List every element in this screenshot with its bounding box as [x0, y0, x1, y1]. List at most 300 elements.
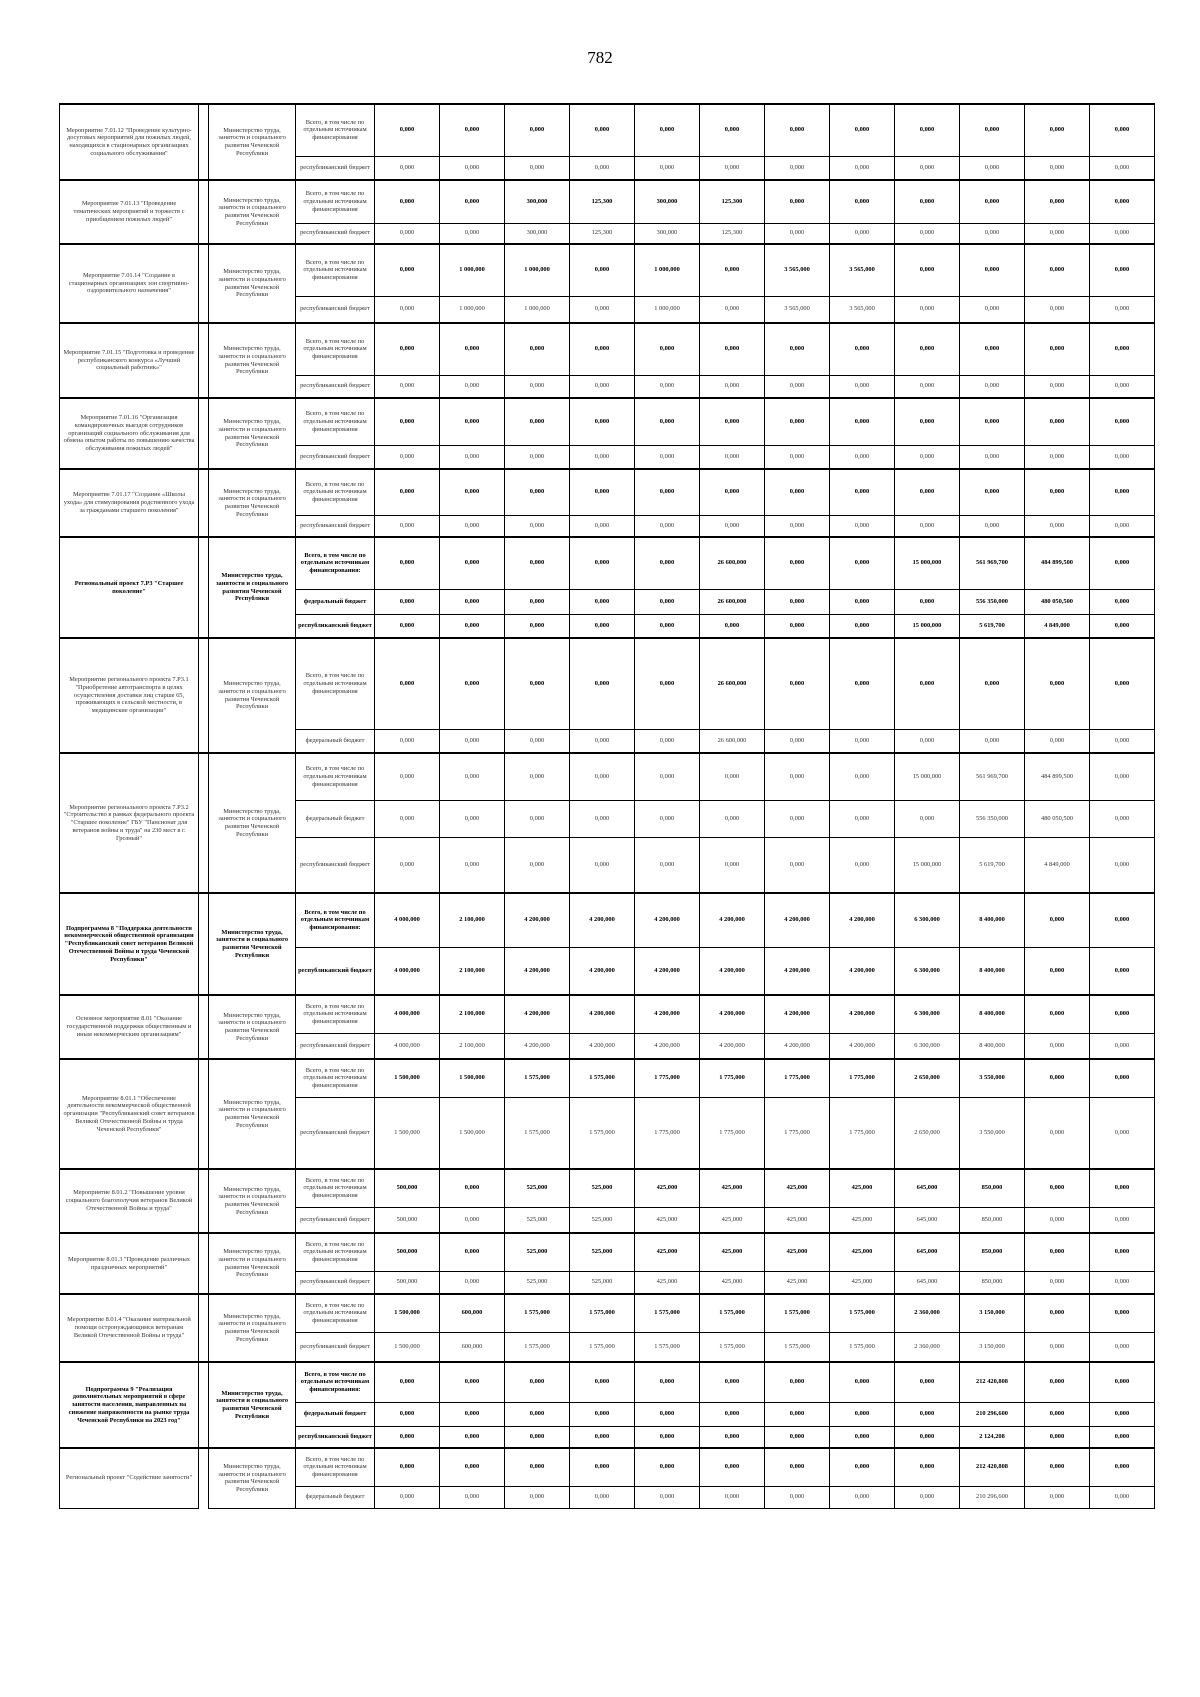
- amount-cell: 0,000: [830, 156, 895, 180]
- amount-cell: 3 550,000: [960, 1097, 1025, 1169]
- amount-cell: 2 650,000: [895, 1097, 960, 1169]
- amount-cell: 0,000: [830, 837, 895, 893]
- amount-cell: 0,000: [830, 1402, 895, 1426]
- amount-cell: 425,000: [830, 1207, 895, 1233]
- amount-cell: 3 565,000: [830, 296, 895, 323]
- table-row: [60, 104, 1155, 156]
- amount-cell: 0,000: [505, 445, 570, 469]
- amount-cell: 0,000: [635, 104, 700, 156]
- funding-source-cell: Всего, в том числе по отдельным источникам финансирования: [296, 995, 375, 1033]
- spacer-cell: [199, 180, 209, 244]
- amount-cell: 0,000: [375, 515, 440, 537]
- amount-cell: 850,000: [960, 1207, 1025, 1233]
- amount-cell: 0,000: [570, 296, 635, 323]
- funding-source-cell: республиканский бюджет: [296, 296, 375, 323]
- amount-cell: 0,000: [1025, 1271, 1090, 1294]
- amount-cell: 0,000: [700, 800, 765, 837]
- amount-cell: 0,000: [1090, 1097, 1155, 1169]
- amount-cell: 0,000: [830, 180, 895, 223]
- amount-cell: 4 200,000: [765, 947, 830, 995]
- amount-cell: 4 200,000: [700, 995, 765, 1033]
- responsible-executor-cell: Министерство труда, занятости и социального развития Чеченской Республики: [209, 753, 296, 893]
- funding-source-cell: Всего, в том числе по отдельным источникам финансирования:: [296, 893, 375, 947]
- amount-cell: 0,000: [1025, 515, 1090, 537]
- funding-source-cell: республиканский бюджет: [296, 515, 375, 537]
- amount-cell: 0,000: [830, 614, 895, 638]
- amount-cell: 0,000: [635, 156, 700, 180]
- amount-cell: 0,000: [895, 323, 960, 375]
- amount-cell: 0,000: [700, 753, 765, 800]
- amount-cell: 1 575,000: [570, 1332, 635, 1362]
- funding-source-cell: Всего, в том числе по отдельным источникам финансирования:: [296, 537, 375, 589]
- amount-cell: 125,300: [700, 180, 765, 223]
- amount-cell: 0,000: [505, 729, 570, 753]
- amount-cell: 1 575,000: [570, 1097, 635, 1169]
- amount-cell: 0,000: [375, 729, 440, 753]
- amount-cell: 8 400,000: [960, 947, 1025, 995]
- funding-source-cell: республиканский бюджет: [296, 1332, 375, 1362]
- amount-cell: 4 200,000: [830, 947, 895, 995]
- amount-cell: 4 200,000: [570, 995, 635, 1033]
- responsible-executor-cell: Министерство труда, занятости и социального развития Чеченской Республики: [209, 1362, 296, 1448]
- spacer-cell: [199, 1448, 209, 1508]
- table-row: [60, 537, 1155, 589]
- amount-cell: 2 100,000: [440, 893, 505, 947]
- amount-cell: 2 124,208: [960, 1426, 1025, 1448]
- page-number: 782: [587, 48, 613, 67]
- funding-source-cell: республиканский бюджет: [296, 1426, 375, 1448]
- funding-source-cell: Всего, в том числе по отдельным источникам финансирования: [296, 104, 375, 156]
- amount-cell: 0,000: [895, 104, 960, 156]
- amount-cell: 8 400,000: [960, 1033, 1025, 1059]
- funding-source-cell: Всего, в том числе по отдельным источникам финансирования: [296, 398, 375, 445]
- amount-cell: 300,000: [505, 180, 570, 223]
- amount-cell: 0,000: [570, 537, 635, 589]
- program-name-cell: Мероприятие регионального проекта 7.Р3.1 "Приобретение автотранспорта в целях осуществления доставки лиц старше 65, проживающих в сельской местности, в медицинские организации": [60, 638, 199, 753]
- amount-cell: 0,000: [375, 244, 440, 296]
- amount-cell: 0,000: [570, 244, 635, 296]
- amount-cell: 4 200,000: [635, 893, 700, 947]
- responsible-executor-cell: Министерство труда, занятости и социального развития Чеченской Республики: [209, 1294, 296, 1362]
- spacer-cell: [199, 638, 209, 753]
- amount-cell: 0,000: [1090, 537, 1155, 589]
- responsible-executor-cell: Министерство труда, занятости и социального развития Чеченской Республики: [209, 180, 296, 244]
- amount-cell: 0,000: [1025, 1426, 1090, 1448]
- amount-cell: 0,000: [440, 753, 505, 800]
- amount-cell: 4 200,000: [830, 893, 895, 947]
- amount-cell: 0,000: [440, 398, 505, 445]
- amount-cell: 4 200,000: [635, 1033, 700, 1059]
- amount-cell: 4 200,000: [570, 893, 635, 947]
- table-row: [60, 1362, 1155, 1402]
- amount-cell: 525,000: [570, 1169, 635, 1207]
- amount-cell: 0,000: [1090, 296, 1155, 323]
- amount-cell: 0,000: [635, 445, 700, 469]
- amount-cell: 1 575,000: [830, 1332, 895, 1362]
- amount-cell: 0,000: [700, 375, 765, 398]
- amount-cell: 0,000: [570, 469, 635, 515]
- amount-cell: 8 400,000: [960, 995, 1025, 1033]
- amount-cell: 0,000: [1025, 223, 1090, 244]
- amount-cell: 1 575,000: [505, 1059, 570, 1097]
- amount-cell: 0,000: [1025, 1486, 1090, 1508]
- amount-cell: 500,000: [375, 1233, 440, 1271]
- amount-cell: 0,000: [765, 156, 830, 180]
- amount-cell: 0,000: [1090, 1207, 1155, 1233]
- funding-source-cell: Всего, в том числе по отдельным источникам финансирования: [296, 1233, 375, 1271]
- amount-cell: 0,000: [765, 375, 830, 398]
- amount-cell: 645,000: [895, 1233, 960, 1271]
- amount-cell: 1 775,000: [700, 1097, 765, 1169]
- amount-cell: 0,000: [505, 156, 570, 180]
- amount-cell: 0,000: [765, 800, 830, 837]
- amount-cell: 0,000: [505, 1486, 570, 1508]
- amount-cell: 0,000: [1090, 515, 1155, 537]
- amount-cell: 425,000: [700, 1233, 765, 1271]
- amount-cell: 0,000: [765, 1362, 830, 1402]
- amount-cell: 4 200,000: [570, 1033, 635, 1059]
- amount-cell: 0,000: [440, 104, 505, 156]
- amount-cell: 0,000: [570, 1448, 635, 1486]
- amount-cell: 4 200,000: [830, 995, 895, 1033]
- amount-cell: 0,000: [960, 398, 1025, 445]
- table-row: [60, 1233, 1155, 1271]
- amount-cell: 0,000: [375, 753, 440, 800]
- amount-cell: 0,000: [700, 837, 765, 893]
- amount-cell: 0,000: [375, 638, 440, 729]
- program-name-cell: Мероприятие 7.01.17 "Создание «Школы ухода» для стимулирования родственного ухода за гражданами старшего поколения": [60, 469, 199, 537]
- amount-cell: 300,000: [635, 223, 700, 244]
- funding-source-cell: республиканский бюджет: [296, 837, 375, 893]
- amount-cell: 850,000: [960, 1271, 1025, 1294]
- amount-cell: 1 500,000: [375, 1332, 440, 1362]
- amount-cell: 0,000: [375, 398, 440, 445]
- amount-cell: 1 575,000: [765, 1332, 830, 1362]
- program-name-cell: Мероприятие 8.01.1 "Обеспечение деятельности некоммерческой общественной организации "Республиканский совет ветеранов Великой Отечественной Войны и труда Чеченской Республики": [60, 1059, 199, 1169]
- amount-cell: 0,000: [635, 614, 700, 638]
- table-row: [60, 398, 1155, 445]
- amount-cell: 3 150,000: [960, 1332, 1025, 1362]
- amount-cell: 0,000: [960, 469, 1025, 515]
- amount-cell: 2 100,000: [440, 1033, 505, 1059]
- program-name-cell: Мероприятие 7.01.14 "Создание в стационарных организациях зон спортивно-оздоровительного назначения": [60, 244, 199, 323]
- amount-cell: 0,000: [765, 753, 830, 800]
- amount-cell: 4 849,000: [1025, 837, 1090, 893]
- table-row: [60, 995, 1155, 1033]
- amount-cell: 1 575,000: [635, 1332, 700, 1362]
- amount-cell: 1 500,000: [375, 1294, 440, 1332]
- amount-cell: 0,000: [375, 837, 440, 893]
- amount-cell: 0,000: [1025, 638, 1090, 729]
- amount-cell: 0,000: [1090, 323, 1155, 375]
- amount-cell: 425,000: [830, 1169, 895, 1207]
- amount-cell: 0,000: [1025, 947, 1090, 995]
- amount-cell: 4 200,000: [635, 995, 700, 1033]
- amount-cell: 4 200,000: [505, 893, 570, 947]
- funding-source-cell: федеральный бюджет: [296, 800, 375, 837]
- funding-source-cell: Всего, в том числе по отдельным источникам финансирования: [296, 1294, 375, 1332]
- amount-cell: 0,000: [765, 1426, 830, 1448]
- amount-cell: 4 849,000: [1025, 614, 1090, 638]
- amount-cell: 645,000: [895, 1207, 960, 1233]
- amount-cell: 15 000,000: [895, 537, 960, 589]
- amount-cell: 0,000: [570, 837, 635, 893]
- amount-cell: 0,000: [1090, 614, 1155, 638]
- amount-cell: 525,000: [505, 1169, 570, 1207]
- amount-cell: 0,000: [440, 1271, 505, 1294]
- amount-cell: 0,000: [1025, 1097, 1090, 1169]
- amount-cell: 0,000: [570, 1486, 635, 1508]
- amount-cell: 0,000: [700, 398, 765, 445]
- funding-source-cell: Всего, в том числе по отдельным источникам финансирования: [296, 753, 375, 800]
- amount-cell: 0,000: [700, 1402, 765, 1426]
- amount-cell: 0,000: [765, 589, 830, 614]
- amount-cell: 0,000: [700, 296, 765, 323]
- amount-cell: 525,000: [505, 1207, 570, 1233]
- amount-cell: 0,000: [375, 180, 440, 223]
- amount-cell: 525,000: [570, 1271, 635, 1294]
- amount-cell: 0,000: [1090, 1233, 1155, 1271]
- amount-cell: 0,000: [1090, 638, 1155, 729]
- amount-cell: 0,000: [505, 1448, 570, 1486]
- amount-cell: 0,000: [505, 323, 570, 375]
- amount-cell: 525,000: [570, 1233, 635, 1271]
- responsible-executor-cell: Министерство труда, занятости и социального развития Чеченской Республики: [209, 638, 296, 753]
- amount-cell: 2 100,000: [440, 947, 505, 995]
- amount-cell: 0,000: [960, 180, 1025, 223]
- amount-cell: 0,000: [1025, 445, 1090, 469]
- amount-cell: 0,000: [635, 837, 700, 893]
- amount-cell: 0,000: [960, 104, 1025, 156]
- amount-cell: 425,000: [700, 1207, 765, 1233]
- amount-cell: 1 575,000: [505, 1097, 570, 1169]
- amount-cell: 600,000: [440, 1332, 505, 1362]
- amount-cell: 0,000: [1025, 323, 1090, 375]
- spacer-cell: [199, 244, 209, 323]
- program-name-cell: Мероприятие 7.01.16 "Организация командировочных выездов сотрудников организаций социального обслуживания для обмена опытом работы по повышению качества обслуживания пожилых людей": [60, 398, 199, 469]
- table-row: [60, 180, 1155, 223]
- amount-cell: 3 150,000: [960, 1294, 1025, 1332]
- amount-cell: 4 200,000: [765, 1033, 830, 1059]
- amount-cell: 0,000: [505, 837, 570, 893]
- amount-cell: 0,000: [375, 1448, 440, 1486]
- amount-cell: 1 000,000: [440, 296, 505, 323]
- amount-cell: 5 619,700: [960, 614, 1025, 638]
- amount-cell: 0,000: [375, 800, 440, 837]
- amount-cell: 0,000: [1025, 1402, 1090, 1426]
- amount-cell: 0,000: [960, 729, 1025, 753]
- amount-cell: 0,000: [1090, 1362, 1155, 1402]
- amount-cell: 0,000: [765, 837, 830, 893]
- amount-cell: 0,000: [765, 537, 830, 589]
- funding-source-cell: федеральный бюджет: [296, 1402, 375, 1426]
- amount-cell: 0,000: [440, 1426, 505, 1448]
- responsible-executor-cell: Министерство труда, занятости и социального развития Чеченской Республики: [209, 995, 296, 1059]
- amount-cell: 0,000: [1090, 1426, 1155, 1448]
- spacer-cell: [199, 1169, 209, 1233]
- amount-cell: 484 899,500: [1025, 537, 1090, 589]
- program-name-cell: Мероприятие 7.01.15 "Подготовка и проведение республиканского конкурса «Лучший социальный работник»": [60, 323, 199, 398]
- amount-cell: 561 969,700: [960, 537, 1025, 589]
- amount-cell: 0,000: [635, 1402, 700, 1426]
- amount-cell: 0,000: [375, 296, 440, 323]
- amount-cell: 0,000: [375, 537, 440, 589]
- amount-cell: 425,000: [700, 1169, 765, 1207]
- amount-cell: 4 000,000: [375, 1033, 440, 1059]
- amount-cell: 0,000: [440, 375, 505, 398]
- amount-cell: 0,000: [895, 515, 960, 537]
- amount-cell: 1 775,000: [765, 1059, 830, 1097]
- funding-source-cell: Всего, в том числе по отдельным источникам финансирования: [296, 1169, 375, 1207]
- amount-cell: 0,000: [375, 1362, 440, 1402]
- amount-cell: 0,000: [960, 244, 1025, 296]
- funding-source-cell: Всего, в том числе по отдельным источникам финансирования: [296, 323, 375, 375]
- program-name-cell: Мероприятие 7.01.13 "Проведение тематических мероприятий и торжеств с приобщением пожилых людей": [60, 180, 199, 244]
- amount-cell: 0,000: [895, 156, 960, 180]
- amount-cell: 0,000: [830, 729, 895, 753]
- amount-cell: 0,000: [1090, 995, 1155, 1033]
- amount-cell: 0,000: [440, 1233, 505, 1271]
- amount-cell: 0,000: [635, 398, 700, 445]
- amount-cell: 0,000: [765, 223, 830, 244]
- amount-cell: 0,000: [440, 445, 505, 469]
- amount-cell: 0,000: [635, 1426, 700, 1448]
- amount-cell: 0,000: [375, 104, 440, 156]
- amount-cell: 0,000: [895, 638, 960, 729]
- amount-cell: 0,000: [505, 614, 570, 638]
- table-row: [60, 1059, 1155, 1097]
- amount-cell: 0,000: [1090, 223, 1155, 244]
- amount-cell: 425,000: [635, 1169, 700, 1207]
- table-row: [60, 1169, 1155, 1207]
- amount-cell: 0,000: [1090, 104, 1155, 156]
- amount-cell: 1 575,000: [570, 1059, 635, 1097]
- responsible-executor-cell: Министерство труда, занятости и социального развития Чеченской Республики: [209, 398, 296, 469]
- amount-cell: 6 300,000: [895, 995, 960, 1033]
- amount-cell: 0,000: [765, 180, 830, 223]
- amount-cell: 0,000: [440, 638, 505, 729]
- amount-cell: 0,000: [700, 156, 765, 180]
- amount-cell: 0,000: [960, 296, 1025, 323]
- amount-cell: 4 200,000: [570, 947, 635, 995]
- amount-cell: 0,000: [830, 537, 895, 589]
- amount-cell: 0,000: [830, 1486, 895, 1508]
- funding-source-cell: Всего, в том числе по отдельным источникам финансирования: [296, 244, 375, 296]
- amount-cell: 0,000: [505, 753, 570, 800]
- amount-cell: 0,000: [1090, 1271, 1155, 1294]
- budget-table-body: [60, 104, 1155, 1508]
- amount-cell: 0,000: [765, 729, 830, 753]
- amount-cell: 26 600,000: [700, 537, 765, 589]
- amount-cell: 1 775,000: [700, 1059, 765, 1097]
- amount-cell: 4 000,000: [375, 893, 440, 947]
- amount-cell: 15 000,000: [895, 614, 960, 638]
- budget-table: [59, 103, 1155, 1509]
- amount-cell: 0,000: [830, 515, 895, 537]
- amount-cell: 425,000: [765, 1233, 830, 1271]
- amount-cell: 26 600,000: [700, 638, 765, 729]
- amount-cell: 0,000: [1025, 469, 1090, 515]
- amount-cell: 480 050,500: [1025, 800, 1090, 837]
- amount-cell: 645,000: [895, 1169, 960, 1207]
- amount-cell: 1 775,000: [830, 1097, 895, 1169]
- amount-cell: 500,000: [375, 1271, 440, 1294]
- amount-cell: 0,000: [765, 469, 830, 515]
- amount-cell: 0,000: [375, 445, 440, 469]
- amount-cell: 480 050,500: [1025, 589, 1090, 614]
- amount-cell: 0,000: [1025, 180, 1090, 223]
- amount-cell: 0,000: [505, 800, 570, 837]
- amount-cell: 0,000: [440, 469, 505, 515]
- amount-cell: 1 500,000: [375, 1059, 440, 1097]
- amount-cell: 0,000: [1025, 1362, 1090, 1402]
- amount-cell: 0,000: [960, 375, 1025, 398]
- spacer-cell: [199, 398, 209, 469]
- amount-cell: 0,000: [440, 515, 505, 537]
- amount-cell: 0,000: [505, 638, 570, 729]
- amount-cell: 6 300,000: [895, 1033, 960, 1059]
- amount-cell: 484 899,500: [1025, 753, 1090, 800]
- amount-cell: 0,000: [1025, 893, 1090, 947]
- amount-cell: 425,000: [830, 1271, 895, 1294]
- amount-cell: 0,000: [1090, 1332, 1155, 1362]
- amount-cell: 500,000: [375, 1169, 440, 1207]
- amount-cell: 0,000: [440, 614, 505, 638]
- spacer-cell: [199, 1362, 209, 1448]
- amount-cell: 0,000: [1090, 180, 1155, 223]
- amount-cell: 0,000: [1090, 800, 1155, 837]
- amount-cell: 0,000: [570, 515, 635, 537]
- spacer-cell: [199, 469, 209, 537]
- table-row: [60, 1294, 1155, 1332]
- amount-cell: 0,000: [765, 614, 830, 638]
- amount-cell: 4 200,000: [635, 947, 700, 995]
- amount-cell: 0,000: [1025, 1059, 1090, 1097]
- amount-cell: 0,000: [375, 223, 440, 244]
- amount-cell: 0,000: [765, 1402, 830, 1426]
- responsible-executor-cell: Министерство труда, занятости и социального развития Чеченской Республики: [209, 469, 296, 537]
- program-name-cell: Мероприятие 8.01.4 "Оказание материальной помощи остронуждающимся ветеранам Великой Отечественной Войны и труда": [60, 1294, 199, 1362]
- amount-cell: 0,000: [570, 1402, 635, 1426]
- amount-cell: 125,300: [570, 223, 635, 244]
- funding-source-cell: Всего, в том числе по отдельным источникам финансирования: [296, 1059, 375, 1097]
- amount-cell: 0,000: [635, 375, 700, 398]
- spacer-cell: [199, 104, 209, 180]
- amount-cell: 0,000: [1025, 1294, 1090, 1332]
- amount-cell: 212 420,808: [960, 1362, 1025, 1402]
- amount-cell: 0,000: [765, 104, 830, 156]
- spacer-cell: [199, 323, 209, 398]
- amount-cell: 3 565,000: [765, 244, 830, 296]
- amount-cell: 0,000: [1025, 398, 1090, 445]
- spacer-cell: [199, 1294, 209, 1362]
- amount-cell: 850,000: [960, 1169, 1025, 1207]
- amount-cell: 0,000: [1090, 1294, 1155, 1332]
- amount-cell: 26 600,000: [700, 729, 765, 753]
- amount-cell: 4 200,000: [505, 947, 570, 995]
- amount-cell: 0,000: [635, 537, 700, 589]
- responsible-executor-cell: Министерство труда, занятости и социального развития Чеченской Республики: [209, 323, 296, 398]
- amount-cell: 425,000: [635, 1233, 700, 1271]
- amount-cell: 0,000: [895, 1448, 960, 1486]
- amount-cell: 0,000: [960, 638, 1025, 729]
- amount-cell: 0,000: [700, 445, 765, 469]
- table-row: [60, 893, 1155, 947]
- amount-cell: 0,000: [635, 753, 700, 800]
- amount-cell: 0,000: [375, 1426, 440, 1448]
- spacer-cell: [199, 1059, 209, 1169]
- amount-cell: 0,000: [635, 323, 700, 375]
